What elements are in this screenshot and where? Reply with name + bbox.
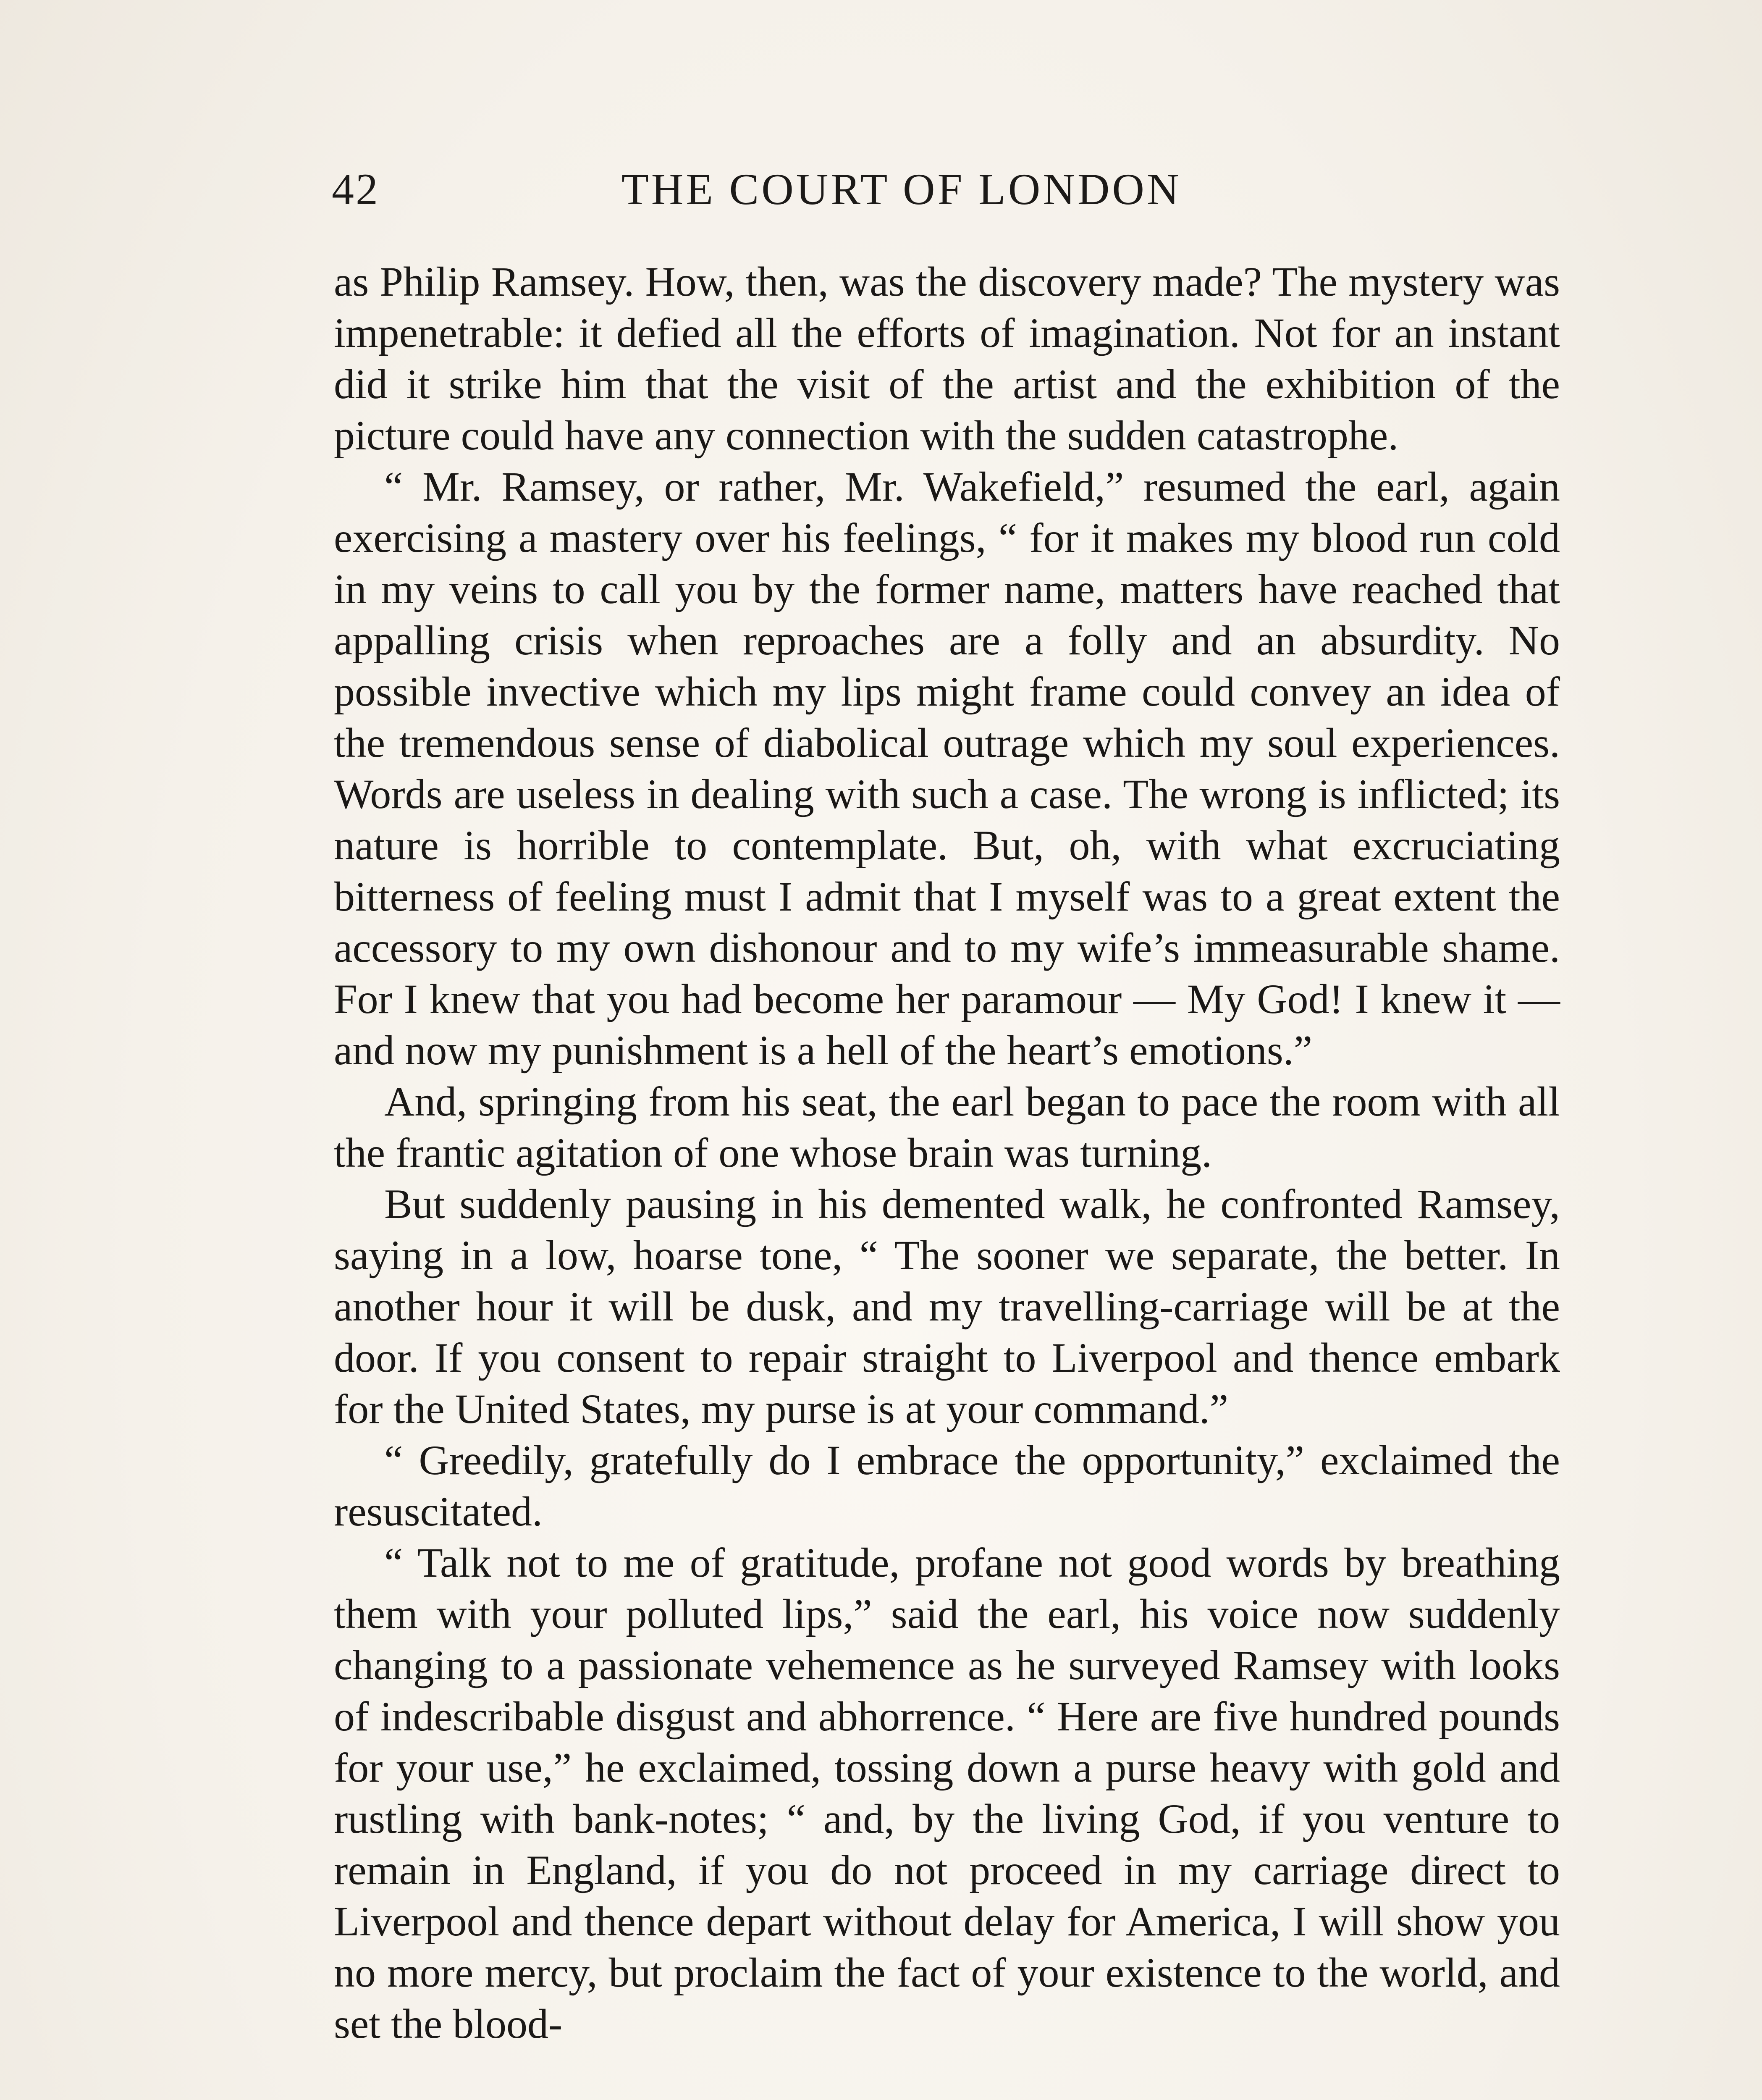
paragraph: And, springing from his seat, the earl began to pace the room with all the frantic agitation of one whose brain was turning. [334,1078,1560,1176]
paragraph: as Philip Ramsey. How, then, was the discovery made? The mystery was impenetrable: it defied all the efforts of imagination. Not for an instant did it strike him that the visit of the artist and the exhibition of the picture could have any connection with the sudden catastrophe. [334,258,1560,459]
paragraph: “ Mr. Ramsey, or rather, Mr. Wakefield,” resumed the earl, again exercising a mastery over his feelings, “ for it makes my blood run cold in my veins to call you by the former name, matters have reached that appalling crisis when reproaches are a folly and an absurdity. No possible invective which my lips might frame could convey an idea of the tremendous sense of diabolical outrage which my soul experiences. Words are useless in dealing with such a case. The wrong is inflicted; its nature is horrible to contemplate. But, oh, with what excruciating bitterness of feeling must I admit that I myself was to a great extent the accessory to my own dishonour and to my wife’s immeasurable shame. For I knew that you had become her paramour — My God! I knew it — and now my punishment is a hell of the heart’s emotions.” [334,463,1560,1074]
running-title: THE COURT OF LONDON [621,165,1182,214]
paragraph: “ Greedily, gratefully do I embrace the opportunity,” exclaimed the resuscitated. [334,1437,1560,1535]
running-header [332,164,1281,227]
paragraph: “ Talk not to me of gratitude, profane not good words by breathing them with your polluted lips,” said the earl, his voice now suddenly changing to a passionate vehemence as he surveyed Ramsey with looks of indescribable disgust and abhorrence. “ Here are five hundred pounds for your use,” he exclaimed, tossing down a purse heavy with gold and rustling with bank-notes; “ and, by the living God, if you venture to remain in England, if you do not proceed in my carriage direct to Liverpool and thence depart without delay for America, I will show you no more mercy, but proclaim the fact of your existence to the world, and set the blood- [334,1539,1560,2047]
body-text [334,256,1560,2050]
page-number: 42 [332,165,380,214]
paragraph: But suddenly pausing in his demented walk, he confronted Ramsey, saying in a low, hoarse tone, “ The sooner we separate, the better. In another hour it will be dusk, and my travelling-carriage will be at the door. If you consent to repair straight to Liverpool and thence embark for the United States, my purse is at your command.” [334,1181,1560,1432]
